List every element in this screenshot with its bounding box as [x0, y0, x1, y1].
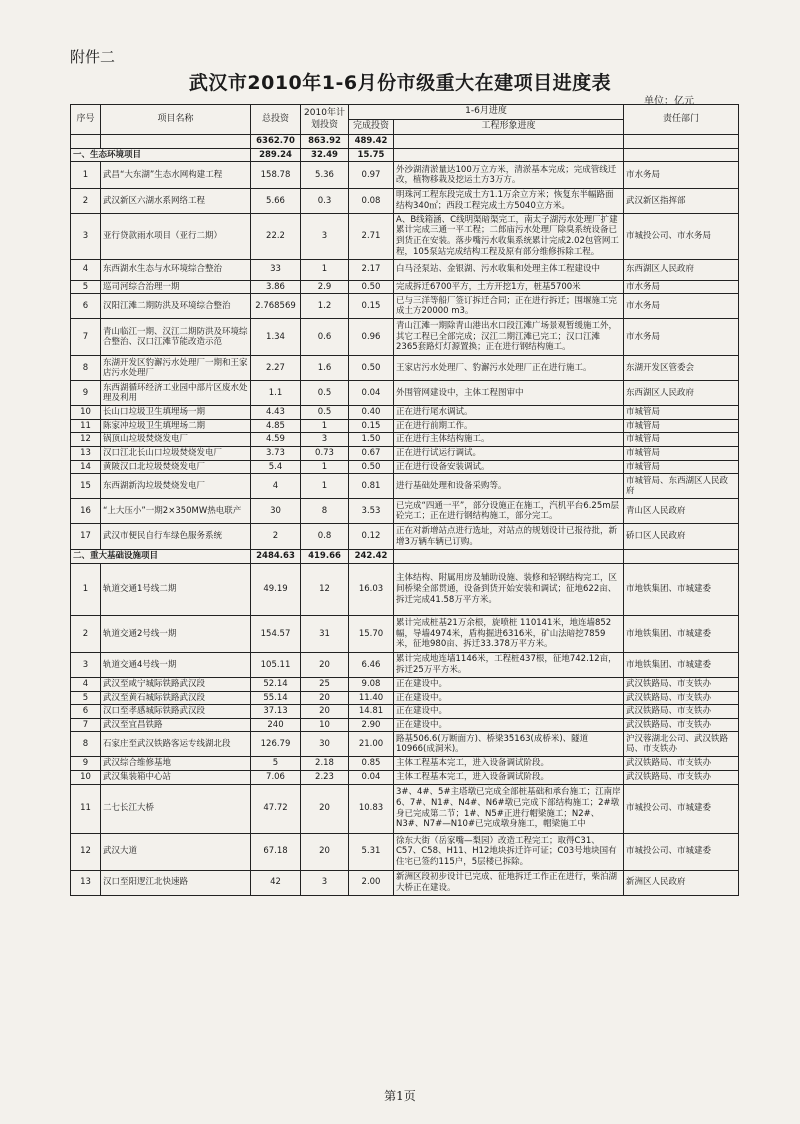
row-dept: 东湖开发区管委会 — [624, 356, 739, 381]
totals-name — [101, 135, 251, 149]
header-plan: 2010年计划投资 — [301, 105, 349, 135]
row-progress: 3#、4#、5#主塔墩已完成全部桩基础和承台施工；江南岸6、7#、N1#、N4#、N6#墩已完成下部结构施工；2#墩身已完成第二节；1#、N5#正进行帽梁施工；N2#、N3#、N7#—N10#已完成墩身施工，帽梁施工中 — [394, 784, 624, 833]
row-progress: 正在建设中。 — [394, 677, 624, 691]
section-row — [71, 148, 739, 162]
table-row — [71, 460, 739, 474]
header-no: 序号 — [71, 105, 101, 135]
row-done: 0.04 — [349, 771, 394, 785]
row-plan: 2.9 — [301, 280, 349, 294]
row-plan: 2.18 — [301, 757, 349, 771]
row-no: 12 — [71, 433, 101, 447]
row-progress: 完成拆迁6700平方，土方开挖1方，桩基5700米 — [394, 280, 624, 294]
row-name: 东西湖新沟垃圾焚烧发电厂 — [101, 474, 251, 499]
row-done: 21.00 — [349, 732, 394, 757]
table-row — [71, 524, 739, 550]
row-dept: 市城管局 — [624, 406, 739, 420]
row-plan: 1 — [301, 259, 349, 280]
table-row — [71, 499, 739, 524]
row-progress: 正在对新增站点进行选址，对站点的规划设计已报待批，新增3万辆车辆已订购。 — [394, 524, 624, 550]
row-no: 2 — [71, 615, 101, 652]
row-total: 240 — [251, 718, 301, 732]
section-plan: 419.66 — [301, 550, 349, 564]
table-row — [71, 784, 739, 833]
row-name: 青山临江一期、汉江二期防洪及环境综合整治、汉口江滩节能改造示范 — [101, 319, 251, 356]
totals-done: 489.42 — [349, 135, 394, 149]
row-progress: 正在建设中。 — [394, 718, 624, 732]
row-name: 二七长江大桥 — [101, 784, 251, 833]
row-done: 5.31 — [349, 833, 394, 870]
row-done: 9.08 — [349, 677, 394, 691]
row-total: 33 — [251, 259, 301, 280]
row-dept: 武汉铁路局、市支铁办 — [624, 771, 739, 785]
row-plan: 0.73 — [301, 447, 349, 461]
row-total: 3.86 — [251, 280, 301, 294]
row-done: 10.83 — [349, 784, 394, 833]
row-dept: 市城管局 — [624, 460, 739, 474]
row-progress: 外沙湖清淤量达100万立方米，清淤基本完成；完成管线迁改，植物移栽及挖运土方3万方。 — [394, 162, 624, 189]
row-plan: 5.36 — [301, 162, 349, 189]
row-dept: 市地铁集团、市城建委 — [624, 563, 739, 615]
row-no: 9 — [71, 757, 101, 771]
row-total: 4.59 — [251, 433, 301, 447]
row-dept: 武汉铁路局、市支铁办 — [624, 677, 739, 691]
section-title: 二、重大基础设施项目 — [71, 550, 251, 564]
row-plan: 0.5 — [301, 381, 349, 406]
page-number: 第1页 — [384, 1089, 416, 1103]
row-dept: 市城投公司、市水务局 — [624, 213, 739, 259]
row-total: 5.66 — [251, 189, 301, 213]
row-total: 7.06 — [251, 771, 301, 785]
row-done: 15.70 — [349, 615, 394, 652]
row-plan: 1 — [301, 460, 349, 474]
row-name: 轨道交通1号线二期 — [101, 563, 251, 615]
row-name: 黄陂汉口北垃圾焚烧发电厂 — [101, 460, 251, 474]
row-no: 7 — [71, 718, 101, 732]
row-name: 武昌“大东湖”生态水网构建工程 — [101, 162, 251, 189]
row-total: 22.2 — [251, 213, 301, 259]
row-plan: 20 — [301, 784, 349, 833]
row-total: 37.13 — [251, 705, 301, 719]
row-no: 12 — [71, 833, 101, 870]
row-no: 16 — [71, 499, 101, 524]
progress-table — [70, 104, 739, 896]
row-no: 9 — [71, 381, 101, 406]
row-progress: 已与三洋等船厂签订拆迁合同；正在进行拆迁；围堰施工完成土方20000 m3。 — [394, 294, 624, 319]
table-row — [71, 406, 739, 420]
row-dept: 东西湖区人民政府 — [624, 259, 739, 280]
row-plan: 3 — [301, 433, 349, 447]
totals-plan: 863.92 — [301, 135, 349, 149]
row-plan: 20 — [301, 691, 349, 705]
row-no: 8 — [71, 732, 101, 757]
table-row — [71, 870, 739, 895]
row-progress: 已完成“四通一平”，部分设施正在施工，汽机平台6.25m层砼完工；正在进行钢结构施工，部分完工。 — [394, 499, 624, 524]
row-dept: 武汉铁路局、市支铁办 — [624, 718, 739, 732]
row-no: 6 — [71, 705, 101, 719]
row-done: 0.50 — [349, 356, 394, 381]
row-name: 武汉大道 — [101, 833, 251, 870]
row-no: 6 — [71, 294, 101, 319]
table-row — [71, 474, 739, 499]
row-total: 2 — [251, 524, 301, 550]
totals-dept — [624, 135, 739, 149]
section-dept — [624, 550, 739, 564]
row-done: 0.96 — [349, 319, 394, 356]
section-total: 289.24 — [251, 148, 301, 162]
row-progress: 累计完成桩基21万余根，旋喷桩 110141米，地连墙852幅，导墙4974米，盾构掘进6316米，矿山法暗挖7859米，征地980亩、拆迁33.378万平方米。 — [394, 615, 624, 652]
row-done: 14.81 — [349, 705, 394, 719]
row-no: 13 — [71, 870, 101, 895]
row-plan: 10 — [301, 718, 349, 732]
row-dept: 市城管局 — [624, 419, 739, 433]
row-plan: 1.2 — [301, 294, 349, 319]
row-no: 17 — [71, 524, 101, 550]
row-no: 1 — [71, 563, 101, 615]
row-done: 0.15 — [349, 294, 394, 319]
row-done: 2.17 — [349, 259, 394, 280]
row-plan: 25 — [301, 677, 349, 691]
row-no: 2 — [71, 189, 101, 213]
row-done: 0.15 — [349, 419, 394, 433]
row-progress: 正在进行前期工作。 — [394, 419, 624, 433]
row-dept: 市城管局 — [624, 433, 739, 447]
row-done: 0.50 — [349, 460, 394, 474]
table-row — [71, 356, 739, 381]
row-dept: 武汉新区指挥部 — [624, 189, 739, 213]
section-progress — [394, 550, 624, 564]
row-plan: 1.6 — [301, 356, 349, 381]
table-row — [71, 757, 739, 771]
row-name: 石家庄至武汉铁路客运专线湖北段 — [101, 732, 251, 757]
row-no: 3 — [71, 652, 101, 677]
row-dept: 武汉铁路局、市支铁办 — [624, 705, 739, 719]
row-dept: 市城管局、东西湖区人民政府 — [624, 474, 739, 499]
row-no: 3 — [71, 213, 101, 259]
row-progress: 主体工程基本完工，进入设备调试阶段。 — [394, 771, 624, 785]
table-row — [71, 419, 739, 433]
row-dept: 硚口区人民政府 — [624, 524, 739, 550]
section-progress — [394, 148, 624, 162]
table-row — [71, 732, 739, 757]
row-done: 0.04 — [349, 381, 394, 406]
row-done: 16.03 — [349, 563, 394, 615]
row-progress: 正在进行主体结构施工。 — [394, 433, 624, 447]
row-done: 0.97 — [349, 162, 394, 189]
row-done: 0.67 — [349, 447, 394, 461]
row-no: 1 — [71, 162, 101, 189]
row-name: 轨道交通2号线一期 — [101, 615, 251, 652]
row-done: 0.85 — [349, 757, 394, 771]
header-period: 1-6月进度 — [349, 105, 624, 120]
row-total: 4.43 — [251, 406, 301, 420]
row-total: 126.79 — [251, 732, 301, 757]
row-progress: A、B线箱涵、C线明渠暗渠完工，南太子湖污水处理厂扩建累计完成三通一平工程；二郎庙污水处理厂除臭系统设备已到货正在安装。落步嘴污水收集系统累计完成2.02包管网工程，105泵站完成结构工程及原有部分维修拆除工程。 — [394, 213, 624, 259]
row-no: 4 — [71, 677, 101, 691]
totals-total: 6362.70 — [251, 135, 301, 149]
row-progress: 路基506.6(万断面方)、桥梁35163(成桥米)、隧道10966(成洞米)。 — [394, 732, 624, 757]
totals-no — [71, 135, 101, 149]
row-done: 0.12 — [349, 524, 394, 550]
row-dept: 武汉铁路局、市支铁办 — [624, 691, 739, 705]
totals-row — [71, 135, 739, 149]
row-name: 武汉至宜昌铁路 — [101, 718, 251, 732]
row-name: 汉阳江滩二期防洪及环境综合整治 — [101, 294, 251, 319]
row-name: 武汉集装箱中心站 — [101, 771, 251, 785]
table-row — [71, 677, 739, 691]
section-done: 242.42 — [349, 550, 394, 564]
row-dept: 市水务局 — [624, 280, 739, 294]
section-dept — [624, 148, 739, 162]
row-total: 42 — [251, 870, 301, 895]
table-row — [71, 771, 739, 785]
row-progress: 白马泾泵站、金银湖、污水收集和处理主体工程建设中 — [394, 259, 624, 280]
row-plan: 3 — [301, 870, 349, 895]
table-body — [71, 135, 739, 896]
table-row — [71, 718, 739, 732]
row-plan: 31 — [301, 615, 349, 652]
row-name: 长山口垃圾卫生填埋场一期 — [101, 406, 251, 420]
row-progress: 累计完成地连墙1146米，工程桩437根，征地742.12亩，拆迁25万平方米。 — [394, 652, 624, 677]
row-total: 55.14 — [251, 691, 301, 705]
row-dept: 市地铁集团、市城建委 — [624, 615, 739, 652]
row-no: 7 — [71, 319, 101, 356]
row-plan: 20 — [301, 652, 349, 677]
row-dept: 新洲区人民政府 — [624, 870, 739, 895]
row-name: 东西湖循环经济工业园中部片区废水处理及利用 — [101, 381, 251, 406]
table-row — [71, 381, 739, 406]
table-row — [71, 705, 739, 719]
row-done: 2.00 — [349, 870, 394, 895]
row-progress: 正在进行尾水调试。 — [394, 406, 624, 420]
row-no: 11 — [71, 419, 101, 433]
section-title: 一、生态环境项目 — [71, 148, 251, 162]
row-no: 10 — [71, 771, 101, 785]
table-row — [71, 319, 739, 356]
row-total: 5 — [251, 757, 301, 771]
row-total: 4 — [251, 474, 301, 499]
table-row — [71, 162, 739, 189]
row-total: 47.72 — [251, 784, 301, 833]
row-name: 亚行贷款雨水项目（亚行二期） — [101, 213, 251, 259]
row-progress: 王家店污水处理厂、豹澥污水处理厂正在进行施工。 — [394, 356, 624, 381]
row-no: 4 — [71, 259, 101, 280]
row-name: 武汉市便民自行车绿色服务系统 — [101, 524, 251, 550]
row-total: 2.768569 — [251, 294, 301, 319]
header-total: 总投资 — [251, 105, 301, 135]
row-total: 158.78 — [251, 162, 301, 189]
row-plan: 1 — [301, 419, 349, 433]
row-progress: 正在建设中。 — [394, 691, 624, 705]
table-row — [71, 280, 739, 294]
row-done: 6.46 — [349, 652, 394, 677]
row-name: 东西湖水生态与水环境综合整治 — [101, 259, 251, 280]
row-dept: 市城投公司、市城建委 — [624, 833, 739, 870]
row-dept: 武汉铁路局、市支铁办 — [624, 757, 739, 771]
row-no: 10 — [71, 406, 101, 420]
row-plan: 0.3 — [301, 189, 349, 213]
row-progress: 正在进行设备安装调试。 — [394, 460, 624, 474]
row-dept: 市城管局 — [624, 447, 739, 461]
row-dept: 市水务局 — [624, 162, 739, 189]
row-no: 13 — [71, 447, 101, 461]
row-plan: 20 — [301, 705, 349, 719]
attachment-label: 附件二 — [70, 48, 116, 66]
row-dept: 东西湖区人民政府 — [624, 381, 739, 406]
row-name: 轨道交通4号线一期 — [101, 652, 251, 677]
row-name: 巡司河综合治理一期 — [101, 280, 251, 294]
table-row — [71, 652, 739, 677]
table-row — [71, 691, 739, 705]
row-dept: 市水务局 — [624, 294, 739, 319]
table-row — [71, 213, 739, 259]
row-no: 5 — [71, 280, 101, 294]
row-no: 15 — [71, 474, 101, 499]
row-name: 武汉至黄石城际铁路武汉段 — [101, 691, 251, 705]
row-name: 武汉至咸宁城际铁路武汉段 — [101, 677, 251, 691]
row-no: 11 — [71, 784, 101, 833]
row-total: 105.11 — [251, 652, 301, 677]
row-done: 0.81 — [349, 474, 394, 499]
row-total: 2.27 — [251, 356, 301, 381]
row-total: 4.85 — [251, 419, 301, 433]
row-progress: 正在建设中。 — [394, 705, 624, 719]
row-done: 2.90 — [349, 718, 394, 732]
section-done: 15.75 — [349, 148, 394, 162]
row-dept: 市水务局 — [624, 319, 739, 356]
table-row — [71, 563, 739, 615]
row-plan: 3 — [301, 213, 349, 259]
row-plan: 30 — [301, 732, 349, 757]
section-plan: 32.49 — [301, 148, 349, 162]
row-plan: 12 — [301, 563, 349, 615]
row-total: 1.1 — [251, 381, 301, 406]
row-done: 3.53 — [349, 499, 394, 524]
row-plan: 8 — [301, 499, 349, 524]
row-dept: 青山区人民政府 — [624, 499, 739, 524]
row-progress: 新洲区段初步设计已完成、征地拆迁工作正在进行，柴泊湖大桥正在建设。 — [394, 870, 624, 895]
row-plan: 20 — [301, 833, 349, 870]
row-plan: 0.5 — [301, 406, 349, 420]
row-total: 30 — [251, 499, 301, 524]
row-name: 武汉新区六湖水系网络工程 — [101, 189, 251, 213]
row-no: 8 — [71, 356, 101, 381]
row-done: 11.40 — [349, 691, 394, 705]
row-done: 0.40 — [349, 406, 394, 420]
row-total: 154.57 — [251, 615, 301, 652]
row-dept: 市城投公司、市城建委 — [624, 784, 739, 833]
section-total: 2484.63 — [251, 550, 301, 564]
row-total: 49.19 — [251, 563, 301, 615]
header-progress: 工程形象进度 — [394, 120, 624, 135]
row-no: 14 — [71, 460, 101, 474]
table-row — [71, 259, 739, 280]
row-name: 锅顶山垃圾焚烧发电厂 — [101, 433, 251, 447]
table-row — [71, 189, 739, 213]
row-total: 5.4 — [251, 460, 301, 474]
row-dept: 沪汉蓉湖北公司、武汉铁路局、市支铁办 — [624, 732, 739, 757]
row-name: 汉口至阳逻江北快速路 — [101, 870, 251, 895]
header-name: 项目名称 — [101, 105, 251, 135]
unit-label: 单位：亿元 — [644, 96, 694, 107]
row-name: 武汉综合维修基地 — [101, 757, 251, 771]
row-plan: 1 — [301, 474, 349, 499]
row-name: “上大压小”一期2×350MW热电联产 — [101, 499, 251, 524]
row-progress: 主体工程基本完工，进入设备调试阶段。 — [394, 757, 624, 771]
row-name: 陈家冲垃圾卫生填埋场二期 — [101, 419, 251, 433]
row-name: 东湖开发区豹澥污水处理厂一期和王家店污水处理厂 — [101, 356, 251, 381]
table-row — [71, 294, 739, 319]
row-done: 2.71 — [349, 213, 394, 259]
table-row — [71, 833, 739, 870]
row-plan: 0.6 — [301, 319, 349, 356]
row-progress: 青山江滩一期除青山港出水口段江滩广场景观暂缓施工外，其它工程已全部完成；汉江二期江滩已完工；汉口江滩2365套路灯灯源置换；正在进行钢结构施工。 — [394, 319, 624, 356]
row-total: 3.73 — [251, 447, 301, 461]
table-row — [71, 433, 739, 447]
section-row — [71, 550, 739, 564]
row-progress: 正在进行试运行调试。 — [394, 447, 624, 461]
row-dept: 市地铁集团、市城建委 — [624, 652, 739, 677]
row-done: 0.08 — [349, 189, 394, 213]
table-row — [71, 615, 739, 652]
row-done: 0.50 — [349, 280, 394, 294]
header-dept: 责任部门 — [624, 105, 739, 135]
page-title: 武汉市2010年1-6月份市级重大在建项目进度表 — [188, 72, 612, 94]
row-progress: 进行基础处理和设备采购等。 — [394, 474, 624, 499]
row-total: 67.18 — [251, 833, 301, 870]
row-progress: 徐东大街（岳家嘴—梨园）改造工程完工；取得C31、C57、C58、H11、H12地块拆迁许可证；C03号地块国有住宅已签约115户，5层楼已拆除。 — [394, 833, 624, 870]
row-progress: 外围管网建设中，主体工程图审中 — [394, 381, 624, 406]
row-name: 汉口江北长山口垃圾焚烧发电厂 — [101, 447, 251, 461]
header-done: 完成投资 — [349, 120, 394, 135]
row-progress: 明珠河工程东段完成土方1.1万余立方米；恢复东半幅路面结构340㎡；西段工程完成土方5040立方米。 — [394, 189, 624, 213]
row-plan: 0.8 — [301, 524, 349, 550]
row-no: 5 — [71, 691, 101, 705]
row-total: 1.34 — [251, 319, 301, 356]
row-plan: 2.23 — [301, 771, 349, 785]
row-progress: 主体结构、附属用房及辅助设施、装修和轻钢结构完工，区间桥梁全部贯通，设备到货开始安装和调试；征地622亩、拆迁完成41.58万平方米。 — [394, 563, 624, 615]
table-row — [71, 447, 739, 461]
row-name: 汉口至孝感城际铁路武汉段 — [101, 705, 251, 719]
row-done: 1.50 — [349, 433, 394, 447]
row-total: 52.14 — [251, 677, 301, 691]
totals-progress — [394, 135, 624, 149]
